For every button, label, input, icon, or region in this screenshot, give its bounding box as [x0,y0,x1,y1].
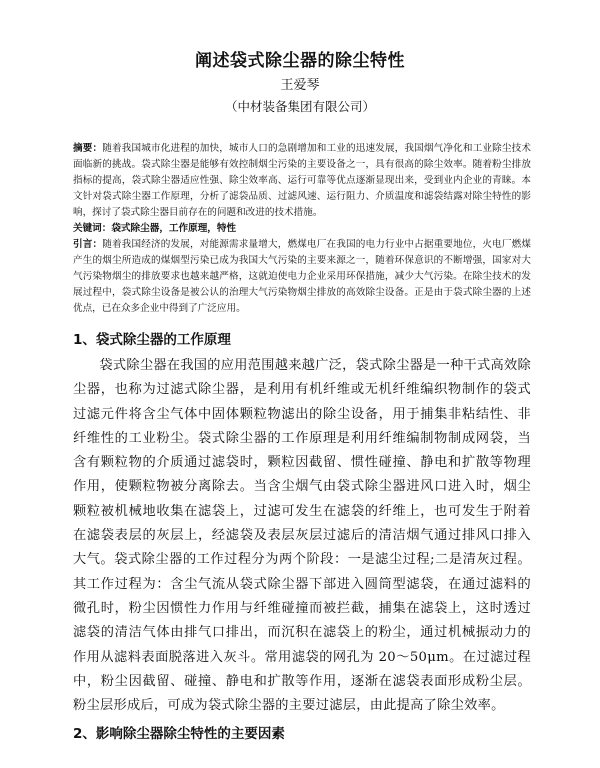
section-1-heading: 1、袋式除尘器的工作原理 [73,332,231,348]
keywords-label: 关键词： [73,223,112,234]
section-1-body: 袋式除尘器在我国的应用范围越来越广泛，袋式除尘器是一种干式高效除尘器，也称为过滤式除尘器，是利用有机纤维或无机纤维编织物制作的袋式过滤元件将含尘气体中固体颗粒物滤出的除尘设备，用于捕集非粘结性、非纤维性的工业粉尘。袋式除尘器的工作原理是利用纤维编制物制成网袋，当含有颗粒物的介质通过滤袋时，颗粒因截留、惯性碰撞、静电和扩散等物理作用，使颗粒物被分离除去。当含尘烟气由袋式除尘器进风口进入时，烟尘颗粒被机械地收集在滤袋上，过滤可发生在滤袋的纤维上，也可发生于附着在滤袋表层的灰层上，经滤袋及表层灰层过滤后的清洁烟气通过排风口排入大气。袋式除尘器的工作过程分为两个阶段：一是滤尘过程;二是清灰过程。其工作过程为：含尘气流从袋式除尘器下部进入圆筒型滤袋，在通过滤料的微孔时，粉尘因惯性力作用与纤维碰撞而被拦截，捕集在滤袋上，这时透过滤袋的清洁气体由排气口排出，而沉积在滤袋上的粉尘，通过机械振动力的作用从滤料表面脱落进入灰斗。常用滤袋的网孔为 20～50μm。在过滤过程中，粉尘因截留、碰撞、静电和扩散等作用，逐渐在滤袋表面形成粉尘层。粉尘层形成后，可成为袋式除尘器的主要过滤层，由此提高了除尘效率。 [73,358,531,714]
author-name: 王爱琴 [280,78,320,93]
section-2-heading: 2、影响除尘器除尘特性的主要因素 [73,726,285,742]
abstract-label: 摘要： [73,143,103,154]
introduction [73,237,531,317]
keywords [73,221,531,237]
intro-label: 引言： [73,239,103,250]
abstract [73,141,531,221]
abstract-text: 随着我国城市化进程的加快，城市人口的急剧增加和工业的迅速发展，我国烟气净化和工业除尘技术面临新的挑战。袋式除尘器是能够有效控制烟尘污染的主要设备之一，具有很高的除尘效率。随着粉尘排放指标的提高，袋式除尘器适应性强、除尘效率高、运行可靠等优点逐渐显现出来，受到业内企业的青睐。本文针对袋式除尘器工作原理，分析了滤袋品质、过滤风速、运行阻力、介质温度和滤袋结露对除尘特性的影响，探讨了袋式除尘器目前存在的问题和改进的技术措施。 [73,143,532,218]
paper-title: 阐述袋式除尘器的除尘特性 [195,51,405,71]
keywords-text: 袋式除尘器，工作原理，特性 [111,223,237,234]
intro-text: 随着我国经济的发展，对能源需求量增大，燃煤电厂在我国的电力行业中占据重要地位，火电厂燃煤产生的烟尘所造成的煤烟型污染已成为我国大气污染的主要来源之一，随着环保意识的不断增强，国家对大气污染物烟尘的排放要求也越来越严格，这就迫使电力企业采用环保措施，减少大气污染。在除尘技术的发展过程中，袋式除尘设备是被公认的治理大气污染物烟尘排放的高效除尘设备。正是由于袋式除尘器的上述优点，已在众多企业中得到了广泛应用。 [73,239,532,314]
author-affiliation: （中材装备集团有限公司） [224,99,375,114]
